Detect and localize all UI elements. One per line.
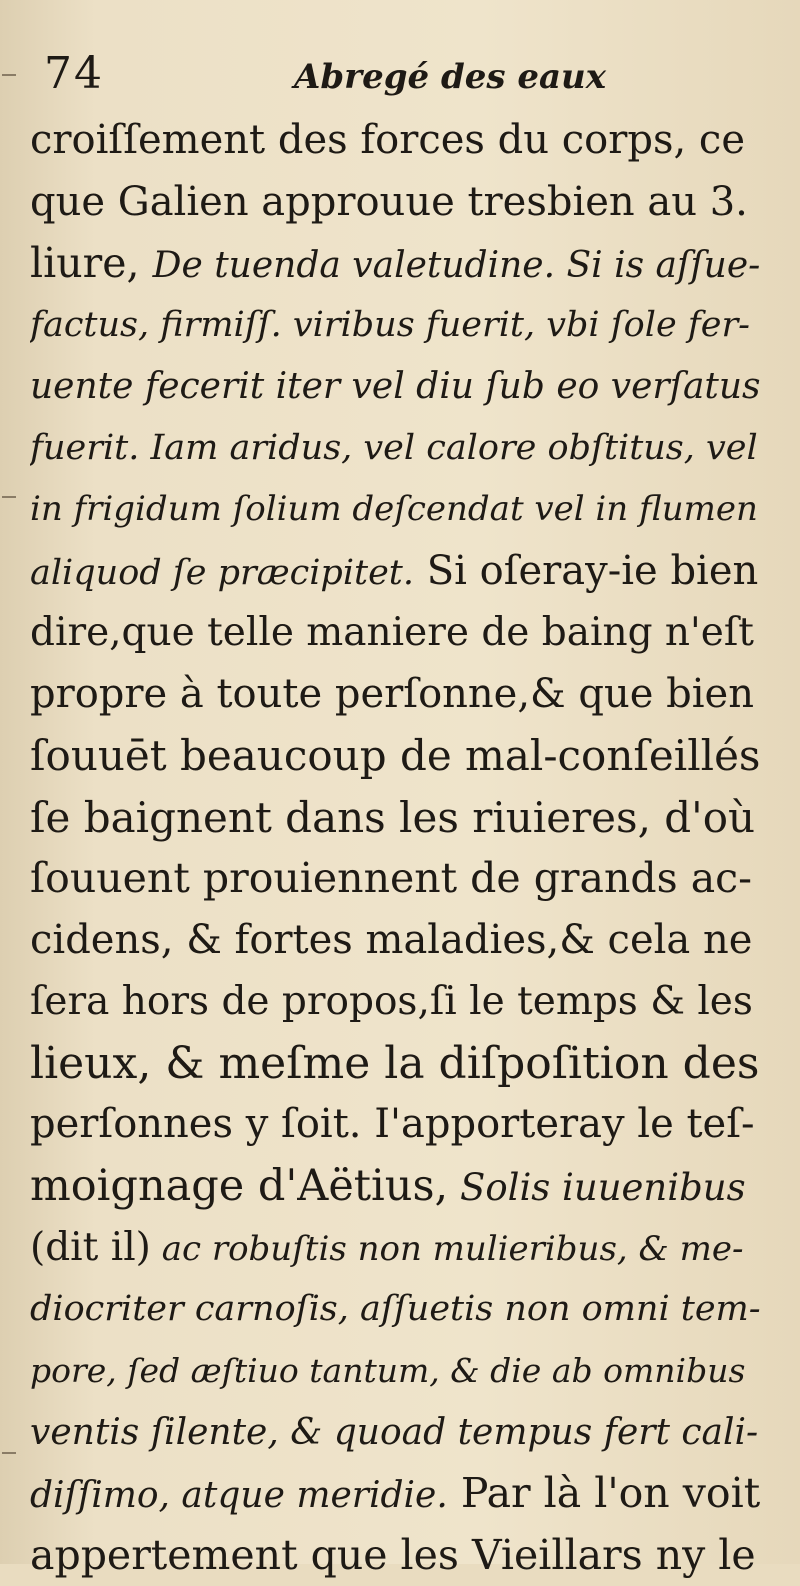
latin-quote: Solis iuuenibus xyxy=(448,1166,745,1209)
text-line: dire,que telle maniere de baing n'eſt xyxy=(30,602,762,664)
text-line: perſonnes y ſoit. I'apporteray le teſ- xyxy=(30,1094,762,1156)
text-segment: Si oſeray-ie bien xyxy=(414,548,758,594)
latin-quote: aliquod ſe præcipitet. xyxy=(30,553,414,593)
latin-quote: De tuenda valetudine. Si is aſſue- xyxy=(153,245,761,286)
text-line xyxy=(30,1156,762,1218)
text-line: croiſſement des forces du corps, ce xyxy=(30,110,762,172)
text-line: lieux, & meſme la diſpoſition des xyxy=(30,1033,762,1095)
text-line: ſouuēt beaucoup de mal-conſeillés xyxy=(30,725,762,787)
text-segment: moignage d'Aëtius, xyxy=(30,1161,448,1211)
latin-line: diocriter carnoſis, aſſuetis non omni tem- xyxy=(30,1279,762,1341)
text-line xyxy=(30,541,762,603)
latin-line: in frigidum ſolium deſcendat vel in flumen xyxy=(30,479,762,541)
running-head xyxy=(30,48,762,110)
text-line: ſe baignent dans les riuieres, d'où xyxy=(30,787,762,849)
margin-mark xyxy=(2,74,16,76)
page-number: 74 xyxy=(30,48,294,99)
body-text xyxy=(30,110,762,1586)
latin-line: factus, firmiſſ. viribus fuerit, vbi ſole fer- xyxy=(30,295,762,357)
text-segment: liure, xyxy=(30,239,140,287)
text-segment: (dit il) xyxy=(30,1225,151,1270)
latin-quote: ac robuſtis non mulieribus, & me- xyxy=(151,1229,744,1269)
latin-quote: diſſimo, atque meridie. xyxy=(30,1475,448,1516)
text-line: que Galien approuue tresbien au 3. xyxy=(30,172,762,234)
text-line: cidens, & fortes maladies,& cela ne xyxy=(30,910,762,972)
latin-line: fuerit. Iam aridus, vel calore obſtitus, vel xyxy=(30,418,762,480)
text-line: ſera hors de propos,ſi le temps & les xyxy=(30,971,762,1033)
text-line: propre à toute perſonne,& que bien xyxy=(30,664,762,726)
text-line xyxy=(30,233,762,295)
margin-mark xyxy=(2,1452,16,1454)
latin-line: uente fecerit iter vel diu ſub eo verſatus xyxy=(30,356,762,418)
running-title: Abregé des eaux xyxy=(294,57,606,97)
text-line: appertement que les Vieillars ny le xyxy=(30,1525,762,1586)
margin-mark xyxy=(2,496,16,498)
text-line: ſouuent prouiennent de grands ac- xyxy=(30,848,762,910)
text-segment: Par là l'on voit xyxy=(448,1469,760,1517)
text-line xyxy=(30,1463,762,1525)
latin-line: ventis ſilente, & quoad tempus fert cali- xyxy=(30,1402,762,1464)
latin-line: pore, ſed æſtiuo tantum, & die ab omnibus xyxy=(30,1340,762,1402)
text-line xyxy=(30,1217,762,1279)
